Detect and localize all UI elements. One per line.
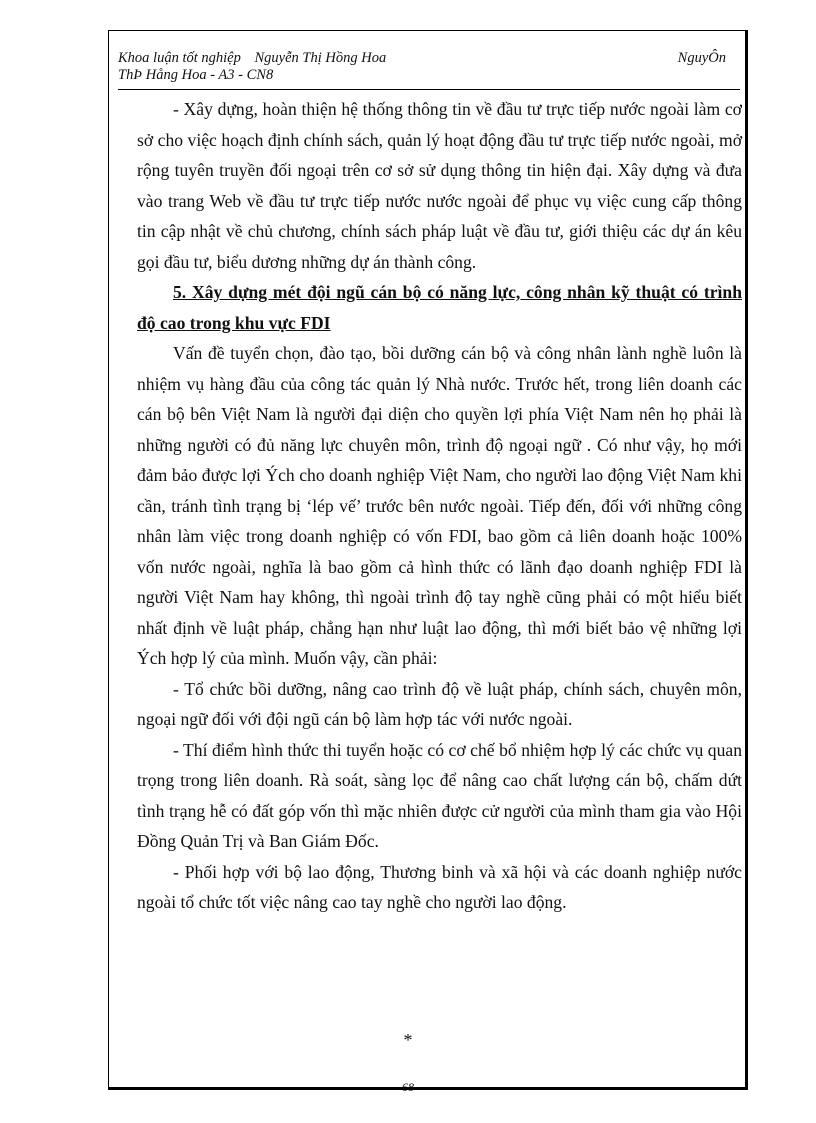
paragraph-2: Vấn đề tuyển chọn, đào tạo, bồi dưỡng cán bộ và công nhân lành nghề luôn là nhiệm vụ hàng đầu của công tác quản lý Nhà nước. Trước hết, trong liên doanh các cán bộ bên Việt Nam là người đại diện cho quyền lợi phía Việt Nam nên họ phải là những người có đủ năng lực chuyên môn, trình độ ngoại ngữ . Có như vậy, họ mới đảm bảo được lợi Ých cho doanh nghiệp Việt Nam, cho người lao động Việt Nam khi cần, tránh tình trạng bị ‘lép vế’ trước bên nước ngoài. Tiếp đến, đối với những công nhân làm việc trong doanh nghiệp có vốn FDI, bao gồm cả liên doanh hoặc 100% vốn nước ngoài, nghĩa là bao gồm cả hình thức có lãnh đạo doanh nghiệp FDI là người Việt Nam hay không, thì ngoài trình độ tay nghề cũng phải có một hiểu biết nhất định về luật pháp, chẳng hạn như luật lao động, thì mới biết bảo vệ những lợi Ých hợp lý của mình. Muốn vậy, cần phải:	[137, 343, 742, 668]
header-author: Nguyễn Thị Hồng Hoa	[254, 50, 387, 66]
header-line2: ThÞ Hång Hoa - A3 - CN8	[118, 67, 274, 83]
running-header	[118, 50, 736, 84]
section-heading: 5. Xây dựng mét đội ngũ cán bộ có năng lực, công nhân kỹ thuật có trình độ cao trong khu vực FDI	[137, 282, 742, 333]
paragraph-4: - Thí điểm hình thức thi tuyển hoặc có cơ chế bổ nhiệm hợp lý các chức vụ quan trọng trong liên doanh. Rà soát, sàng lọc để nâng cao chất lượng cán bộ, chấm dứt tình trạng hễ có đất góp vốn thì mặc nhiên được cử người của mình tham gia vào Hội Đồng Quản Trị và Ban Giám Đốc.	[137, 739, 742, 851]
header-rule	[118, 89, 740, 90]
paragraph-3: - Tổ chức bồi dưỡng, nâng cao trình độ về luật pháp, chính sách, chuyên môn, ngoại ngữ đối với đội ngũ cán bộ làm hợp tác với nước ngoài.	[137, 678, 742, 729]
header-left	[118, 50, 396, 67]
page-number: 68	[402, 1080, 414, 1094]
paragraph-1: - Xây dựng, hoàn thiện hệ thống thông tin về đầu tư trực tiếp nước ngoài làm cơ sở cho việc hoạch định chính sách, quản lý hoạt động đầu tư trực tiếp nước ngoài, mở rộng tuyên truyền đối ngoại trên cơ sở sử dụng thông tin hiện đại. Xây dựng và đưa vào trang Web về đầu tư trực tiếp nước nước ngoài để phục vụ việc cung cấp thông tin cập nhật về chủ chương, chính sách pháp luật về đầu tư, giới thiệu các dự án kêu gọi đầu tư, biểu dương những dự án thành công.	[137, 99, 742, 272]
document-body	[137, 94, 742, 918]
header-doc-type: Khoa luận tốt nghiệp	[118, 50, 241, 66]
header-right: NguyÔn	[677, 50, 726, 66]
section-end-star: *	[403, 1030, 413, 1050]
paragraph-5: - Phối hợp với bộ lao động, Thương binh và xã hội và các doanh nghiệp nước ngoài tổ chức tốt việc nâng cao tay nghề cho người lao động.	[137, 861, 742, 912]
